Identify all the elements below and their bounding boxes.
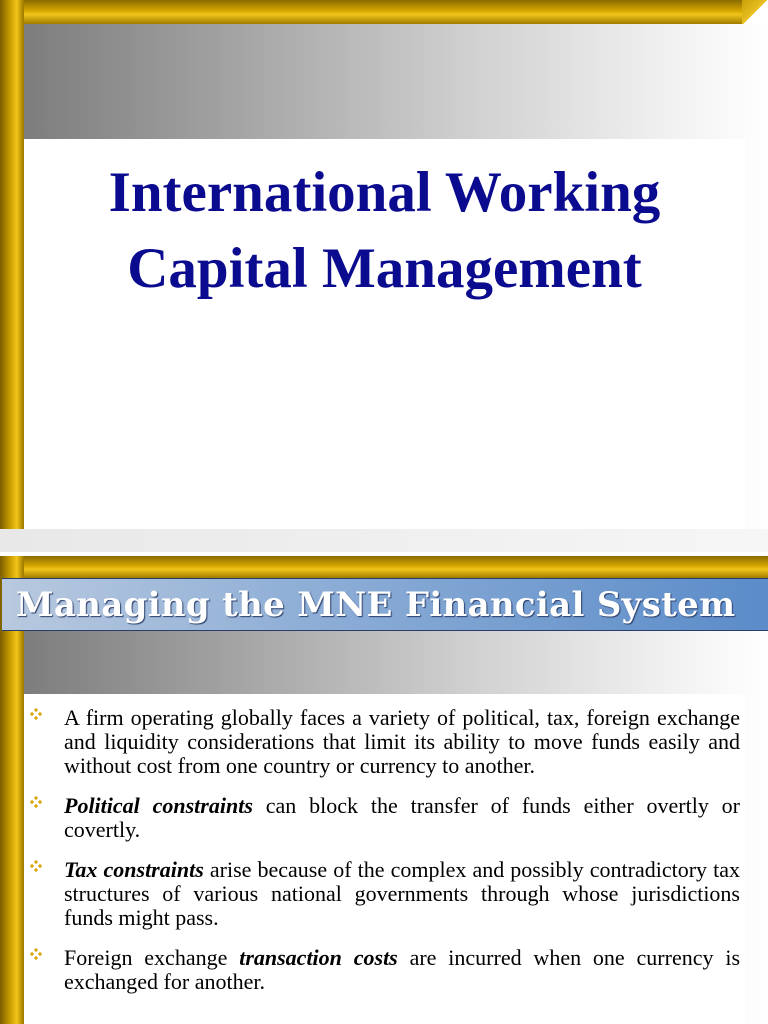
slide-bottom-band (0, 529, 768, 552)
list-item (28, 794, 740, 842)
list-item (28, 858, 740, 930)
bullet-text: arise because of the complex and possibly contradictory tax structures of various national governments through whose jurisdictions funds might pass. (64, 857, 740, 930)
gold-frame-corner (742, 0, 768, 24)
bullet-text: Foreign exchange (64, 945, 240, 970)
bullet-text: are incurred when one currency is exchanged for another. (64, 945, 741, 994)
bullet-emphasis: Tax constraints (64, 857, 204, 882)
gold-frame-top (0, 0, 768, 24)
diamond-bullet-icon (30, 708, 42, 720)
list-item (28, 706, 740, 778)
bullet-text: A firm operating globally faces a variety of political, tax, foreign exchange and liquidity considerations that limit its ability to move funds easily and without cost from one country or currency to another. (64, 705, 740, 778)
bullet-text: can block the transfer of funds either overtly or covertly. (64, 793, 740, 842)
slide-title-text (24, 155, 745, 307)
bullet-list (28, 706, 740, 1010)
diamond-bullet-icon (30, 796, 42, 808)
title-line-1: International Working (108, 161, 661, 224)
gold-frame-left (0, 0, 24, 552)
slide-heading: Managing the MNE Financial System (16, 585, 736, 625)
list-item (28, 946, 740, 994)
diamond-bullet-icon (30, 860, 42, 872)
heading-bar (2, 578, 768, 631)
slide-content (0, 556, 768, 1024)
diamond-bullet-icon (30, 948, 42, 960)
bullet-emphasis: transaction costs (239, 945, 398, 970)
bullet-emphasis: Political constraints (64, 793, 253, 818)
gold-frame-top (0, 556, 768, 578)
title-line-2: Capital Management (127, 237, 642, 300)
